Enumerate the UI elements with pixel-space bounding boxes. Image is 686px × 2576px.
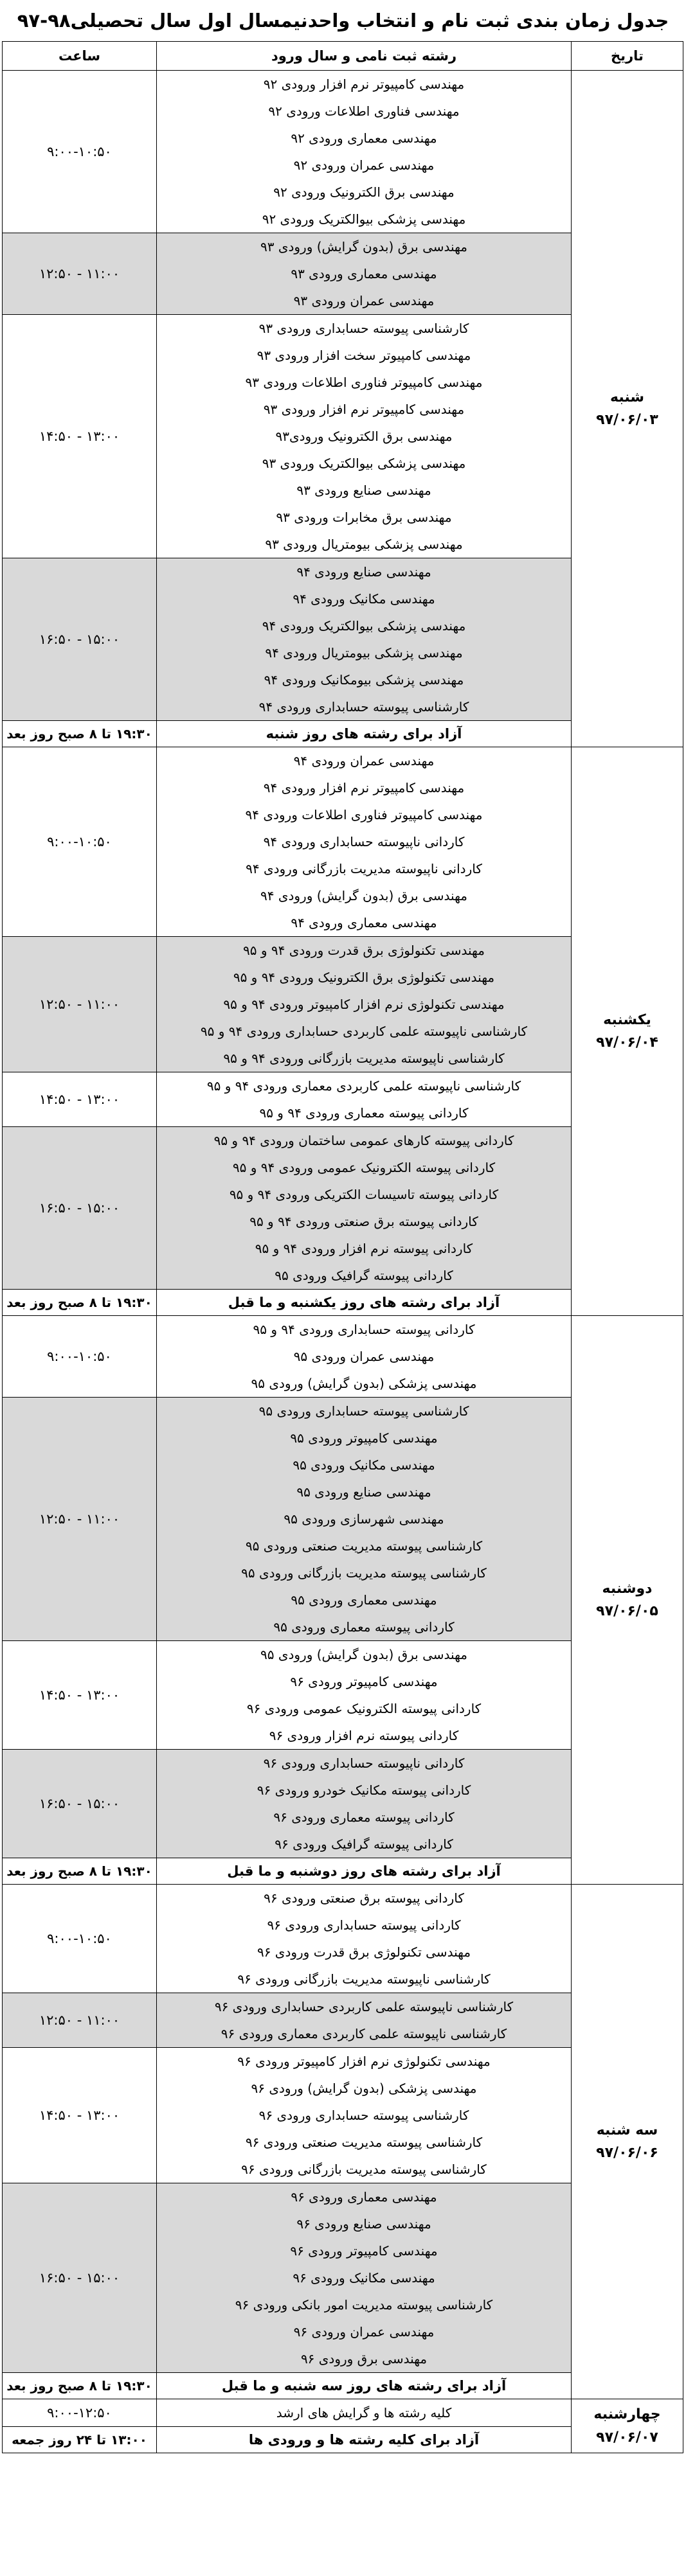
major-item: مهندسی معماری ورودی ۹۲ (291, 130, 437, 146)
major-item: مهندسی پزشکی (بدون گرایش) ورودی ۹۵ (251, 1376, 477, 1391)
day-date: ۹۷/۰۶/۰۶ (596, 2145, 658, 2161)
major-item: کاردانی ناپیوسته حسابداری ورودی ۹۴ (263, 834, 465, 849)
major-item: کاردانی پیوسته گرافیک ورودی ۹۵ (275, 1268, 453, 1283)
major-item: مهندسی برق (بدون گرایش) ورودی ۹۴ (260, 888, 467, 903)
major-item: کاردانی پیوسته الکترونیک عمومی ورودی ۹۶ (246, 1701, 482, 1716)
free-time: ۱۹:۳۰ تا ۸ صبح روز بعد (3, 721, 157, 747)
major-item: کارشناسی ناپیوسته علمی کاربردی معماری ورودی ۹۶ (221, 2026, 507, 2041)
major-item: کارشناسی پیوسته حسابداری ورودی ۹۵ (258, 1403, 469, 1419)
major-item: مهندسی پزشکی بیوالکتریک ورودی ۹۲ (262, 211, 466, 227)
major-item: مهندسی معماری ورودی ۹۵ (291, 1592, 437, 1608)
major-item: کارشناسی پیوسته حسابداری ورودی ۹۶ (258, 2108, 469, 2123)
table-header-row (3, 42, 683, 71)
time-slot-cell: ۱۳:۰۰ - ۱۴:۵۰ (3, 2048, 157, 2183)
major-item: مهندسی عمران ورودی ۹۴ (293, 753, 435, 768)
time-slot-cell: ۹:۰۰-۱۰:۵۰ (3, 747, 157, 937)
majors-cell (157, 1750, 572, 1858)
major-item: مهندسی مکانیک ورودی ۹۵ (293, 1457, 435, 1473)
free-text: آزاد برای رشته های روز یکشنبه و ما قبل (157, 1290, 572, 1316)
day-name: یکشنبه (603, 1011, 651, 1028)
major-item: مهندسی مکانیک ورودی ۹۴ (293, 591, 435, 607)
major-item: مهندسی کامپیوتر فناوری اطلاعات ورودی ۹۳ (245, 375, 483, 390)
majors-cell (157, 1885, 572, 1993)
major-item: کاردانی پیوسته نرم افزار ورودی ۹۴ و ۹۵ (255, 1241, 473, 1256)
major-item: مهندسی کامپیوتر نرم افزار ورودی ۹۲ (263, 76, 465, 92)
major-item: مهندسی عمران ورودی ۹۵ (293, 1349, 435, 1364)
time-slot-cell: ۱۱:۰۰ - ۱۲:۵۰ (3, 1993, 157, 2048)
major-item: مهندسی صنایع ورودی ۹۶ (296, 2216, 431, 2232)
major-item: کارشناسی پیوسته حسابداری ورودی ۹۴ (258, 699, 469, 715)
major-item: مهندسی پزشکی بیوالکتریک ورودی ۹۴ (262, 618, 466, 634)
major-item: کاردانی پیوسته برق صنعتی ورودی ۹۴ و ۹۵ (249, 1214, 478, 1229)
major-item: کارشناسی ناپیوسته علمی کاربردی حسابداری ورودی ۹۶ (214, 1999, 514, 2014)
major-item: کاردانی پیوسته کارهای عمومی ساختمان ورودی ۹۴ و ۹۵ (213, 1133, 514, 1148)
majors-cell (157, 1641, 572, 1750)
day-date-cell (572, 71, 683, 747)
table-row (3, 2399, 683, 2427)
major-item: مهندسی عمران ورودی ۹۶ (293, 2324, 435, 2340)
majors-cell (157, 2048, 572, 2183)
majors-cell (157, 937, 572, 1072)
time-slot-cell: ۱۱:۰۰ - ۱۲:۵۰ (3, 937, 157, 1072)
day-date-cell (572, 2399, 683, 2453)
major-item: مهندسی معماری ورودی ۹۶ (291, 2189, 437, 2205)
major-item: مهندسی صنایع ورودی ۹۴ (296, 564, 431, 580)
major-item: کاردانی پیوسته معماری ورودی ۹۶ (273, 1809, 455, 1825)
page-title: جدول زمان بندی ثبت نام و انتخاب واحدنیمسال اول سال تحصیلی۹۸-۹۷ (17, 10, 669, 31)
majors-cell (157, 558, 572, 721)
major-item: کاردانی پیوسته برق صنعتی ورودی ۹۶ (264, 1890, 464, 1906)
header-date: تاریخ (572, 42, 683, 71)
major-item: کارشناسی پیوسته مدیریت بازرگانی ورودی ۹۵ (241, 1565, 487, 1581)
schedule-body (3, 71, 683, 2453)
majors-cell (157, 1993, 572, 2048)
majors-cell (157, 2183, 572, 2373)
major-item: مهندسی کامپیوتر ورودی ۹۶ (290, 1674, 438, 1689)
free-time: ۱۹:۳۰ تا ۸ صبح روز بعد (3, 1858, 157, 1885)
time-slot-cell: ۱۵:۰۰ - ۱۶:۵۰ (3, 1750, 157, 1858)
free-time: ۱۳:۰۰ تا ۲۴ روز جمعه (3, 2427, 157, 2453)
major-item: مهندسی کامپیوتر نرم افزار ورودی ۹۴ (263, 780, 465, 795)
day-name: شنبه (610, 389, 644, 405)
major-item: کاردانی پیوسته گرافیک ورودی ۹۶ (275, 1836, 453, 1852)
major-item: مهندسی تکنولوژی نرم افزار کامپیوتر ورودی ۹۴ و ۹۵ (223, 997, 505, 1012)
major-item: کاردانی پیوسته مکانیک خودرو ورودی ۹۶ (257, 1782, 471, 1798)
time-slot-cell: ۱۳:۰۰ - ۱۴:۵۰ (3, 1072, 157, 1127)
schedule-table (2, 41, 683, 2453)
major-item: کلیه رشته ها و گرایش های ارشد (276, 2405, 452, 2421)
major-item: مهندسی پزشکی بیومتریال ورودی ۹۳ (265, 537, 463, 552)
major-item: مهندسی صنایع ورودی ۹۳ (296, 483, 431, 498)
time-slot-cell: ۱۵:۰۰ - ۱۶:۵۰ (3, 2183, 157, 2373)
major-item: مهندسی پزشکی (بدون گرایش) ورودی ۹۶ (251, 2081, 477, 2096)
header-time: ساعت (3, 42, 157, 71)
major-item: کارشناسی پیوسته مدیریت صنعتی ورودی ۹۶ (245, 2135, 483, 2150)
major-item: کارشناسی پیوسته مدیریت صنعتی ورودی ۹۵ (245, 1538, 483, 1554)
time-slot-cell: ۹:۰۰-۱۰:۵۰ (3, 1316, 157, 1398)
free-time: ۱۹:۳۰ تا ۸ صبح روز بعد (3, 1290, 157, 1316)
major-item: کارشناسی ناپیوسته مدیریت بازرگانی ورودی ۹۴ و ۹۵ (223, 1051, 505, 1066)
major-item: مهندسی برق مخابرات ورودی ۹۳ (276, 510, 452, 525)
time-slot-cell: ۹:۰۰-۱۰:۵۰ (3, 1885, 157, 1993)
major-item: مهندسی برق الکترونیک ورودی ۹۲ (273, 184, 455, 200)
free-text: آزاد برای کلیه رشته ها و ورودی ها (157, 2427, 572, 2453)
majors-cell (157, 1127, 572, 1290)
major-item: مهندسی پزشکی بیومکانیک ورودی ۹۴ (264, 672, 464, 688)
major-item: مهندسی مکانیک ورودی ۹۶ (293, 2270, 435, 2286)
day-name: چهارشنبه (593, 2406, 661, 2423)
day-name: سه شنبه (596, 2122, 658, 2138)
time-slot-cell: ۱۳:۰۰ - ۱۴:۵۰ (3, 315, 157, 558)
time-slot-cell: ۱۳:۰۰ - ۱۴:۵۰ (3, 1641, 157, 1750)
major-item: مهندسی صنایع ورودی ۹۵ (296, 1484, 431, 1500)
time-slot-cell: ۱۱:۰۰ - ۱۲:۵۰ (3, 1398, 157, 1641)
major-item: مهندسی فناوری اطلاعات ورودی ۹۲ (268, 103, 460, 119)
major-item: کاردانی پیوسته معماری ورودی ۹۵ (273, 1619, 455, 1635)
major-item: کاردانی ناپیوسته حسابداری ورودی ۹۶ (263, 1755, 465, 1771)
major-item: مهندسی کامپیوتر ورودی ۹۵ (290, 1430, 438, 1446)
free-text: آزاد برای رشته های روز شنبه (157, 721, 572, 747)
major-item: مهندسی تکنولوژی برق قدرت ورودی ۹۶ (257, 1944, 471, 1960)
table-row (3, 1885, 683, 1993)
major-item: کاردانی پیوسته نرم افزار ورودی ۹۶ (269, 1728, 459, 1743)
majors-cell (157, 1316, 572, 1398)
header-major: رشته ثبت نامی و سال ورود (157, 42, 572, 71)
free-text: آزاد برای رشته های روز سه شنبه و ما قبل (157, 2373, 572, 2399)
day-date-cell (572, 1316, 683, 1885)
major-item: مهندسی کامپیوتر فناوری اطلاعات ورودی ۹۴ (245, 807, 483, 822)
free-text: آزاد برای رشته های روز دوشنبه و ما قبل (157, 1858, 572, 1885)
table-row (3, 71, 683, 233)
majors-cell (157, 1072, 572, 1127)
major-item: مهندسی برق ورودی ۹۶ (300, 2351, 428, 2367)
major-item: مهندسی برق (بدون گرایش) ورودی ۹۵ (260, 1647, 467, 1662)
majors-cell (157, 747, 572, 937)
day-name: دوشنبه (602, 1580, 653, 1597)
major-item: مهندسی کامپیوتر سخت افزار ورودی ۹۳ (257, 348, 471, 363)
day-date: ۹۷/۰۶/۰۵ (596, 1603, 658, 1619)
day-date-cell (572, 747, 683, 1316)
time-slot-cell: ۹:۰۰-۱۰:۵۰ (3, 71, 157, 233)
time-slot-cell: ۱۱:۰۰ - ۱۲:۵۰ (3, 233, 157, 315)
major-item: مهندسی عمران ورودی ۹۲ (293, 157, 435, 173)
major-item: مهندسی تکنولوژی برق قدرت ورودی ۹۴ و ۹۵ (243, 943, 485, 958)
major-item: کاردانی پیوسته تاسیسات الکتریکی ورودی ۹۴ و ۹۵ (229, 1187, 499, 1202)
major-item: مهندسی شهرسازی ورودی ۹۵ (284, 1511, 444, 1527)
major-item: مهندسی عمران ورودی ۹۳ (293, 293, 435, 308)
time-slot-cell: ۹:۰۰-۱۲:۵۰ (3, 2399, 157, 2427)
major-item: مهندسی معماری ورودی ۹۴ (291, 915, 437, 930)
time-slot-cell: ۱۵:۰۰ - ۱۶:۵۰ (3, 1127, 157, 1290)
major-item: مهندسی معماری ورودی ۹۳ (291, 266, 437, 281)
time-slot-cell: ۱۵:۰۰ - ۱۶:۵۰ (3, 558, 157, 721)
major-item: مهندسی تکنولوژی برق الکترونیک ورودی ۹۴ و ۹۵ (233, 970, 495, 985)
free-time: ۱۹:۳۰ تا ۸ صبح روز بعد (3, 2373, 157, 2399)
major-item: کاردانی پیوسته حسابداری ورودی ۹۴ و ۹۵ (253, 1322, 475, 1337)
majors-cell (157, 315, 572, 558)
major-item: مهندسی تکنولوژی نرم افزار کامپیوتر ورودی ۹۶ (237, 2054, 491, 2069)
table-row (3, 747, 683, 937)
major-item: مهندسی برق الکترونیک ورودی۹۳ (275, 429, 453, 444)
major-item: کاردانی پیوسته حسابداری ورودی ۹۶ (267, 1917, 461, 1933)
major-item: کاردانی پیوسته معماری ورودی ۹۴ و ۹۵ (259, 1105, 469, 1121)
major-item: مهندسی پزشکی بیوالکتریک ورودی ۹۳ (262, 456, 466, 471)
majors-cell (157, 2399, 572, 2427)
day-date: ۹۷/۰۶/۰۷ (596, 2429, 658, 2446)
major-item: کارشناسی پیوسته حسابداری ورودی ۹۳ (258, 321, 469, 336)
major-item: کارشناسی ناپیوسته مدیریت بازرگانی ورودی ۹۶ (237, 1971, 491, 1987)
table-row (3, 1316, 683, 1398)
day-date-cell (572, 1885, 683, 2399)
major-item: کارشناسی ناپیوسته علمی کاربردی معماری ورودی ۹۴ و ۹۵ (206, 1078, 521, 1094)
day-date: ۹۷/۰۶/۰۳ (596, 412, 658, 428)
major-item: کارشناسی پیوسته مدیریت بازرگانی ورودی ۹۶ (241, 2162, 487, 2177)
major-item: مهندسی پزشکی بیومتریال ورودی ۹۴ (265, 645, 463, 661)
majors-cell (157, 233, 572, 315)
day-date: ۹۷/۰۶/۰۴ (596, 1035, 658, 1051)
major-item: کارشناسی ناپیوسته علمی کاربردی حسابداری ورودی ۹۴ و ۹۵ (200, 1024, 528, 1039)
majors-cell (157, 71, 572, 233)
major-item: کاردانی پیوسته الکترونیک عمومی ورودی ۹۴ و ۹۵ (232, 1160, 496, 1175)
majors-cell (157, 1398, 572, 1641)
major-item: مهندسی برق (بدون گرایش) ورودی ۹۳ (260, 239, 467, 254)
major-item: کارشناسی پیوسته مدیریت امور بانکی ورودی ۹۶ (235, 2297, 493, 2313)
major-item: مهندسی کامپیوتر نرم افزار ورودی ۹۳ (263, 402, 465, 417)
major-item: کاردانی ناپیوسته مدیریت بازرگانی ورودی ۹۴ (246, 861, 482, 876)
major-item: مهندسی کامپیوتر ورودی ۹۶ (290, 2243, 438, 2259)
